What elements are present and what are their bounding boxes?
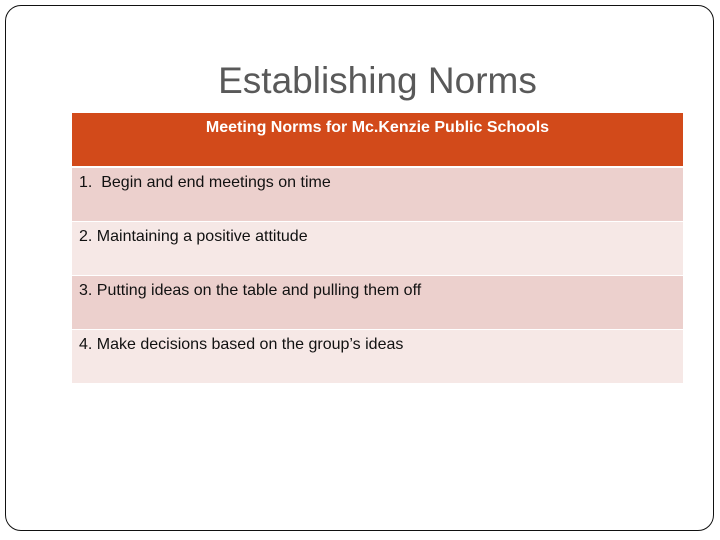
table-header-cell: Meeting Norms for Mc.Kenzie Public Schools <box>72 113 683 167</box>
table-row <box>72 222 683 276</box>
table-header-row <box>72 113 683 167</box>
norms-table <box>72 113 683 384</box>
table-row <box>72 276 683 330</box>
table-cell: 3. Putting ideas on the table and pulling them off <box>72 276 683 330</box>
table-cell: 1. Begin and end meetings on time <box>72 167 683 222</box>
table-cell: 4. Make decisions based on the group’s ideas <box>72 330 683 384</box>
table-cell: 2. Maintaining a positive attitude <box>72 222 683 276</box>
table-row <box>72 330 683 384</box>
slide-title: Establishing Norms <box>218 60 537 101</box>
table-row <box>72 167 683 222</box>
